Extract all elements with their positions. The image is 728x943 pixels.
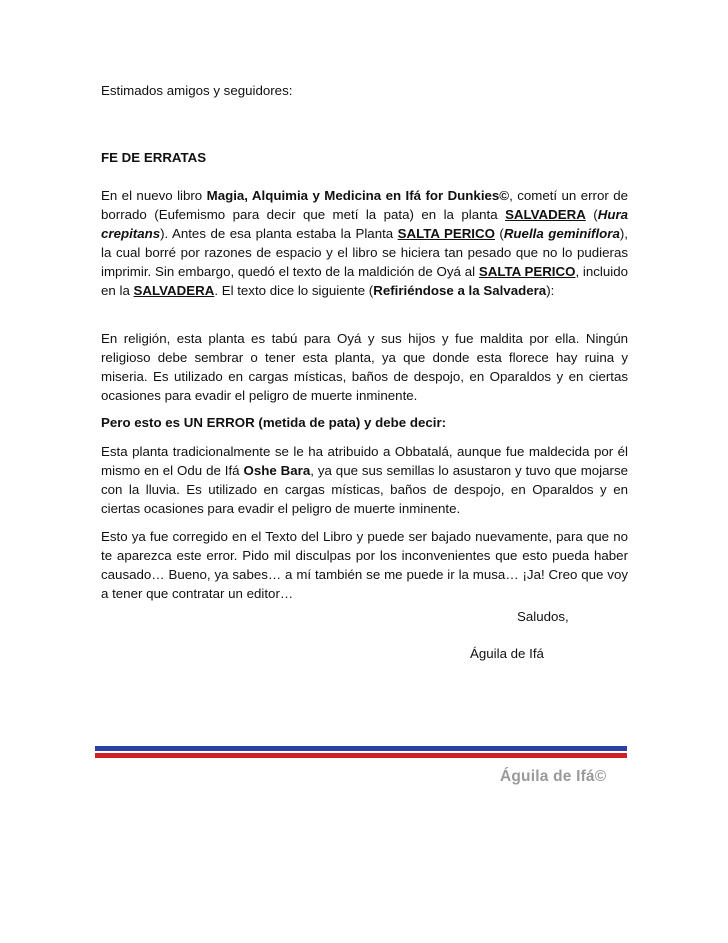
paragraph-1 (101, 186, 628, 300)
paragraph-4 (101, 442, 628, 518)
plant-salta-perico: SALTA PERICO (397, 226, 495, 241)
odu-name: Oshe Bara (243, 463, 311, 478)
p1-text-9: ): (546, 283, 555, 298)
plant-ruella: Ruella geminiflora (503, 226, 620, 241)
refiriendose: Refiriéndose a la Salvadera (373, 283, 547, 298)
p1-text-6: ), la cual borré por razones de espacio y el libro se hiciera tan pesado que no lo pudieras imprimir. Sin embargo, quedó el texto de la maldición de Oyá al (101, 226, 628, 279)
plant-salvadera: SALVADERA (505, 207, 586, 222)
paragraph-5: Esto ya fue corregido en el Texto del Libro y puede ser bajado nuevamente, para que no te aparezca este error. Pido mil disculpas por los inconvenientes que esto pueda haber causado… Bueno, ya sabes… a mí también se me puede ir la musa… ¡Ja! Creo que voy a tener que contratar un editor… (101, 529, 628, 601)
signature: Águila de Ifá (470, 646, 544, 661)
footer-rule-red (95, 753, 627, 758)
p1-text-1: En el nuevo libro (101, 188, 207, 203)
plant-salvadera-2: SALVADERA (133, 283, 215, 298)
footer-rule-blue (95, 746, 627, 751)
p1-text-7: , incluido en la (101, 264, 629, 298)
p1-text-2: , cometí un error de borrado (Eufemismo para decir que metí la pata) en la planta (101, 188, 629, 222)
p1-text-4: ). Antes de esa planta estaba la Planta (160, 226, 398, 241)
book-title: Magia, Alquimia y Medicina en Ifá for Dunkies© (206, 188, 510, 203)
closing: Saludos, (517, 609, 569, 624)
greeting: Estimados amigos y seguidores: (101, 83, 293, 98)
p4-text-1: Esta planta tradicionalmente se le ha atribuido a Obbatalá, aunque fue maldecida por él mismo en el Odu de Ifá (101, 444, 628, 478)
p1-text-3: ( (585, 207, 598, 222)
plant-salta-perico-2: SALTA PERICO (478, 264, 576, 279)
footer-logo: Águila de Ifá© (500, 768, 607, 785)
plant-hura: Hura crepitans (101, 207, 629, 241)
p4-text-2: , ya que sus semillas lo asustaron y tuvo que mojarse con la lluvia. Es utilizado en cargas místicas, baños de despojo, en Oparaldos y en ciertas ocasiones para evadir el peligro de muerte inminente. (101, 463, 628, 516)
paragraph-2: En religión, esta planta es tabú para Oyá y sus hijos y fue maldita por ella. Ningún religioso debe sembrar o tener esta planta, ya que donde esta florece hay ruina y miseria. Es utilizado en cargas místicas, baños de despojo, en Oparaldos y en ciertas ocasiones para evadir el peligro de muerte inminente. (101, 331, 628, 403)
paragraph-3: Pero esto es UN ERROR (metida de pata) y debe decir: (101, 415, 447, 430)
p1-text-8: . El texto dice lo siguiente ( (214, 283, 374, 298)
p1-text-5: ( (494, 226, 504, 241)
errata-heading: FE DE ERRATAS (101, 150, 207, 165)
